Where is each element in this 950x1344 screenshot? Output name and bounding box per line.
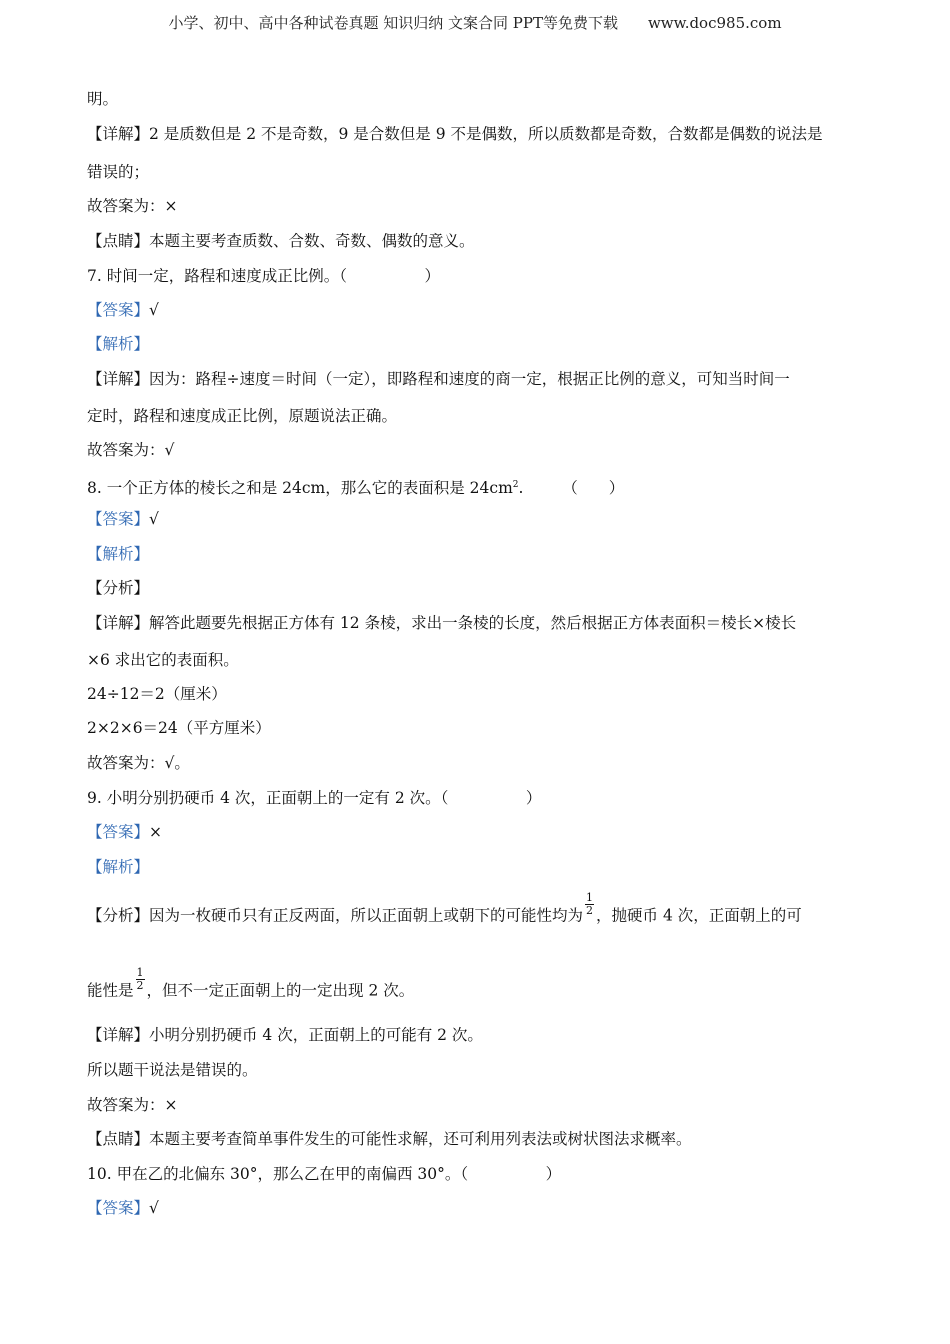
question-text: 8. 一个正方体的棱长之和是 24cm，那么它的表面积是 24cm <box>87 479 513 498</box>
text-line: 明。 <box>87 90 119 108</box>
text-line: 【详解】解答此题要先根据正方体有 12 条棱，求出一条棱的长度，然后根据正方体表面积＝棱长×棱长 <box>87 614 797 632</box>
answer-value: √ <box>149 301 159 319</box>
text-line-with-fraction <box>87 966 415 1004</box>
answer-tag: 【答案】 <box>87 1199 150 1217</box>
answer-line <box>87 509 159 529</box>
answer-line <box>87 300 159 320</box>
page-header: 小学、初中、高中各种试卷真题 知识归纳 文案合同 PPT等免费下载 www.doc985.com <box>168 14 782 32</box>
text-line: 【详解】因为：路程÷速度＝时间（一定），即路程和速度的商一定，根据正比例的意义，可知当时间一 <box>87 370 790 388</box>
answer-tag: 【答案】 <box>87 823 150 841</box>
answer-line <box>87 822 162 842</box>
text-line: 【详解】2 是质数但是 2 不是奇数，9 是合数但是 9 不是偶数，所以质数都是奇数，合数都是偶数的说法是 <box>87 125 823 143</box>
text-line: 所以题干说法是错误的。 <box>87 1061 258 1079</box>
answer-value: √ <box>149 1199 159 1217</box>
text-line: 故答案为：√。 <box>87 754 190 772</box>
text-line: 【分析】 <box>87 579 150 597</box>
text-line: 错误的； <box>87 163 150 181</box>
question-10: 10. 甲在乙的北偏东 30°，那么乙在甲的南偏西 30°。（ ） <box>87 1165 562 1183</box>
answer-tag: 【答案】 <box>87 510 150 528</box>
fraction-numerator: 1 <box>586 891 594 904</box>
superscript: 2 <box>512 480 519 490</box>
text-line: 【详解】小明分别扔硬币 4 次，正面朝上的可能有 2 次。 <box>87 1026 483 1044</box>
answer-tag: 【答案】 <box>87 301 150 319</box>
text-line: 故答案为：√ <box>87 441 175 459</box>
text-line: 定时，路程和速度成正比例，原题说法正确。 <box>87 407 398 425</box>
text-segment: ，但不一定正面朝上的一定出现 2 次。 <box>146 981 415 1000</box>
text-line: ×6 求出它的表面积。 <box>87 651 239 669</box>
fraction-denominator: 2 <box>586 904 594 917</box>
question-8 <box>87 475 624 498</box>
text-segment: 能性是 <box>87 981 134 1000</box>
question-7: 7. 时间一定，路程和速度成正比例。（ ） <box>87 267 440 285</box>
question-9: 9. 小明分别扔硬币 4 次，正面朝上的一定有 2 次。（ ） <box>87 789 542 807</box>
text-segment: ，抛硬币 4 次，正面朝上的可 <box>596 906 802 925</box>
text-line-with-fraction <box>87 891 802 929</box>
text-line: 24÷12＝2（厘米） <box>87 685 227 703</box>
answer-value: √ <box>149 510 159 528</box>
text-line: 【点睛】本题主要考查质数、合数、奇数、偶数的意义。 <box>87 232 475 250</box>
answer-value: × <box>149 823 163 841</box>
analysis-tag: 【解析】 <box>87 545 150 563</box>
answer-line <box>87 1198 159 1218</box>
question-text-end: . （ ） <box>518 479 625 498</box>
text-line: 【点睛】本题主要考查简单事件发生的可能性求解，还可利用列表法或树状图法求概率。 <box>87 1130 692 1148</box>
fraction <box>136 967 145 992</box>
text-line: 2×2×6＝24（平方厘米） <box>87 719 271 737</box>
fraction <box>585 892 594 917</box>
fraction-numerator: 1 <box>136 966 144 979</box>
fraction-denominator: 2 <box>136 979 144 992</box>
text-line: 故答案为：× <box>87 1096 178 1114</box>
analysis-tag: 【解析】 <box>87 858 150 876</box>
analysis-tag: 【解析】 <box>87 335 150 353</box>
text-line: 故答案为：× <box>87 197 178 215</box>
text-segment: 【分析】因为一枚硬币只有正反两面，所以正面朝上或朝下的可能性均为 <box>87 906 584 925</box>
